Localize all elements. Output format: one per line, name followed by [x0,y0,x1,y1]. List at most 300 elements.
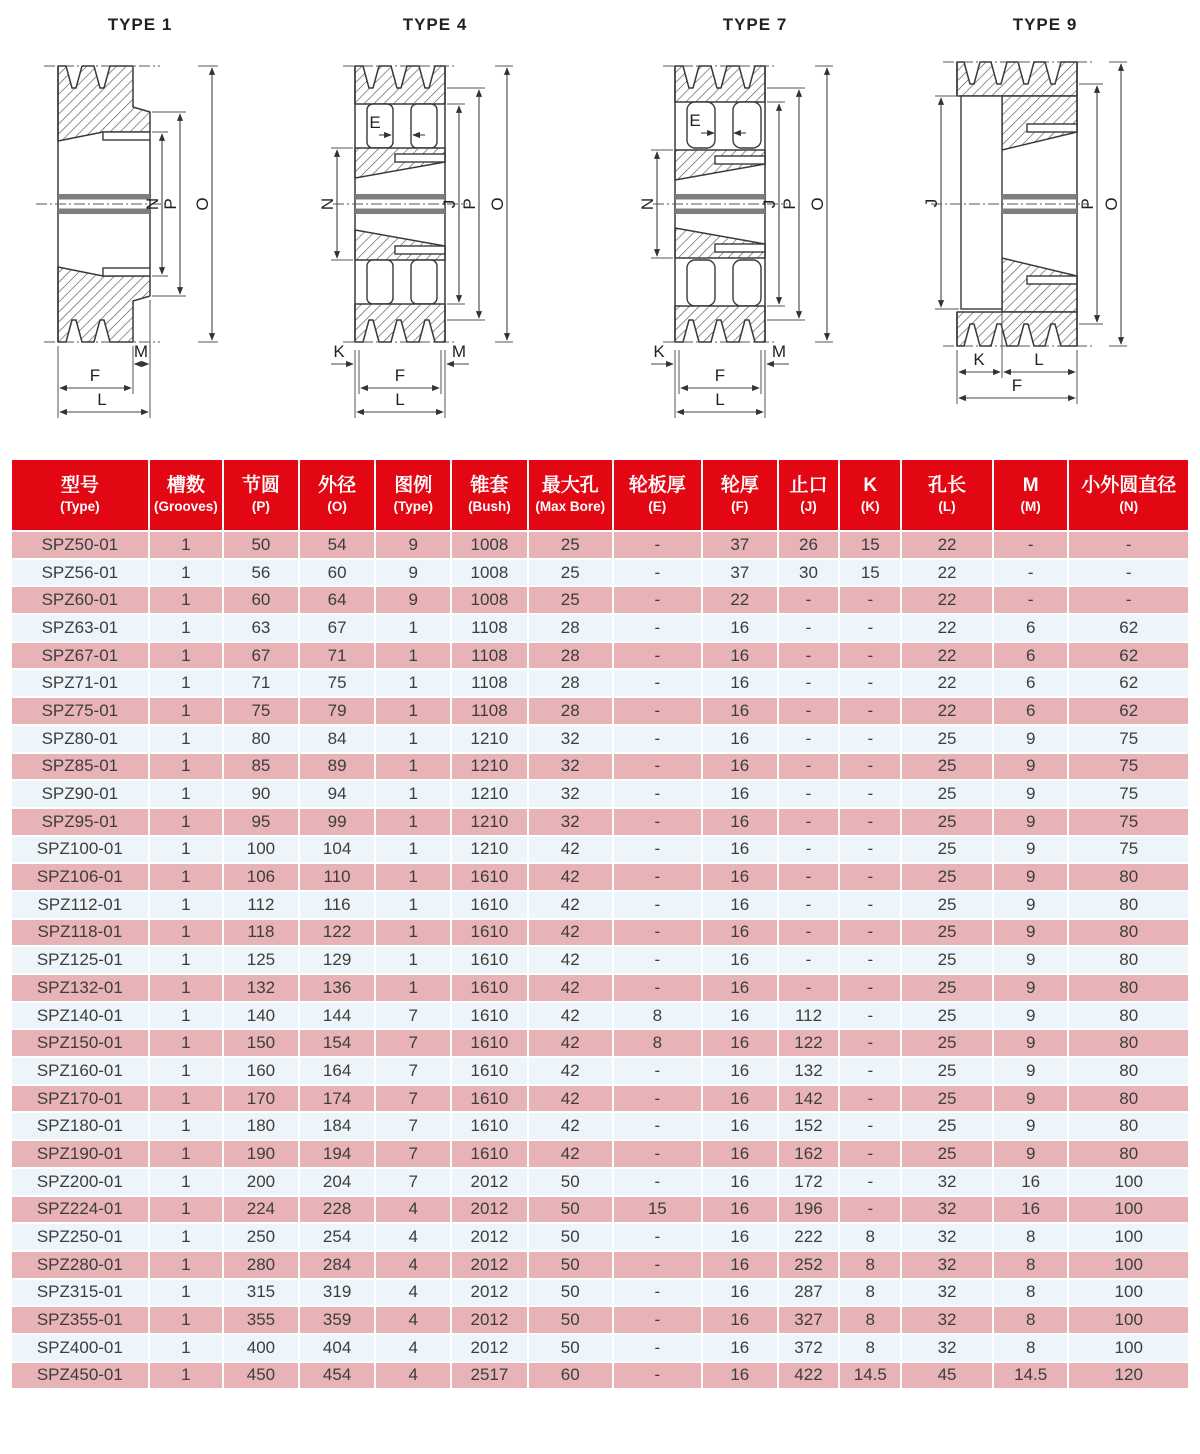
model-cell: SPZ67-01 [12,643,148,669]
value-cell: 14.5 [994,1363,1068,1389]
column-header [224,460,298,530]
value-cell: 1 [150,532,222,558]
bush-flange-top [715,156,765,164]
value-cell: 1 [150,1363,222,1389]
value-cell: 32 [902,1197,992,1223]
value-cell: 22 [902,587,992,613]
value-cell: 9 [994,1113,1068,1139]
value-cell: - [779,643,839,669]
value-cell: 16 [703,1335,777,1361]
dim-L [357,390,443,412]
value-cell: 1 [376,670,450,696]
value-cell: 94 [300,781,375,807]
model-cell: SPZ125-01 [12,947,148,973]
value-cell: 22 [902,670,992,696]
value-cell: 152 [779,1113,839,1139]
value-cell: 1 [150,560,222,586]
value-cell: 42 [529,837,612,863]
value-cell: 1 [150,1003,222,1029]
value-cell: 16 [703,947,777,973]
value-cell: 25 [902,892,992,918]
value-cell: 16 [703,754,777,780]
table-row [12,837,1188,863]
bore-line-top [675,194,765,200]
value-cell: - [614,1058,701,1084]
value-cell: 1 [376,892,450,918]
value-cell: 80 [1069,1030,1188,1056]
value-cell: 16 [703,1058,777,1084]
value-cell: - [840,1058,900,1084]
value-cell: 80 [1069,1058,1188,1084]
value-cell: - [840,1197,900,1223]
dim-O [1102,62,1127,346]
value-cell: 8 [614,1003,701,1029]
value-cell: - [614,532,701,558]
value-cell: 62 [1069,698,1188,724]
value-cell: 32 [902,1252,992,1278]
table-row [12,809,1188,835]
model-cell: SPZ150-01 [12,1030,148,1056]
value-cell: 16 [703,615,777,641]
value-cell: - [779,864,839,890]
column-header-en: (N) [1119,499,1139,515]
value-cell: - [840,809,900,835]
value-cell: 100 [1069,1335,1188,1361]
value-cell: - [614,698,701,724]
table-header [12,460,1188,530]
value-cell: 42 [529,1113,612,1139]
value-cell: 90 [224,781,298,807]
value-cell: 2012 [452,1280,527,1306]
value-cell: 1 [150,1141,222,1167]
value-cell: - [779,615,839,641]
value-cell: 319 [300,1280,375,1306]
value-cell: - [1069,560,1188,586]
value-cell: 60 [529,1363,612,1389]
dim-M [445,342,469,418]
value-cell: 25 [902,1030,992,1056]
value-cell: 42 [529,1058,612,1084]
value-cell: 16 [703,892,777,918]
value-cell: - [840,698,900,724]
value-cell: 32 [529,781,612,807]
value-cell: 2012 [452,1169,527,1195]
hub-section-top [675,150,765,180]
value-cell: 22 [902,643,992,669]
value-cell: 1210 [452,726,527,752]
value-cell: 8 [840,1252,900,1278]
value-cell: - [840,781,900,807]
value-cell: 162 [779,1141,839,1167]
value-cell: 252 [779,1252,839,1278]
value-cell: 42 [529,920,612,946]
value-cell: 63 [224,615,298,641]
value-cell: - [614,1363,701,1389]
value-cell: - [1069,532,1188,558]
value-cell: 287 [779,1280,839,1306]
dim-F [679,350,761,394]
value-cell: 32 [529,754,612,780]
bush-flange-top [103,132,150,140]
table-row [12,1003,1188,1029]
column-header [994,460,1068,530]
value-cell: 7 [376,1086,450,1112]
diagram-type-9 [905,4,1200,452]
value-cell: 16 [703,698,777,724]
table-row [12,1335,1188,1361]
value-cell: 1 [376,698,450,724]
column-header [840,460,900,530]
value-cell: - [840,947,900,973]
value-cell: 60 [300,560,375,586]
value-cell: 25 [902,809,992,835]
table-row [12,920,1188,946]
value-cell: 4 [376,1363,450,1389]
value-cell: 80 [1069,947,1188,973]
value-cell: 2012 [452,1197,527,1223]
value-cell: 224 [224,1197,298,1223]
dim-label-o: O [808,197,827,211]
value-cell: 62 [1069,670,1188,696]
value-cell: 172 [779,1169,839,1195]
value-cell: 71 [224,670,298,696]
dim-label-m: M [771,342,787,361]
bush-flange-top [395,154,445,162]
value-cell: 194 [300,1141,375,1167]
dim-label-k: K [333,342,345,361]
dim-L [677,390,763,412]
value-cell: 16 [703,1030,777,1056]
value-cell: 1 [150,892,222,918]
value-cell: - [840,920,900,946]
dim-label-f: F [89,366,101,385]
value-cell: 9 [376,532,450,558]
column-header [779,460,839,530]
value-cell: 16 [703,781,777,807]
column-header-en: (Bush) [468,499,511,515]
value-cell: 75 [300,670,375,696]
value-cell: 80 [1069,920,1188,946]
column-header [376,460,450,530]
dim-label-j: J [440,199,459,209]
value-cell: 25 [902,1141,992,1167]
value-cell: 1 [376,643,450,669]
dim-label-l: L [395,390,405,409]
value-cell: - [779,920,839,946]
spec-table-section [10,458,1190,1390]
table-row [12,698,1188,724]
value-cell: 22 [703,587,777,613]
value-cell: 16 [703,726,777,752]
value-cell: 1610 [452,947,527,973]
value-cell: 1 [150,1086,222,1112]
value-cell: - [840,1003,900,1029]
column-header-en: (L) [938,499,956,515]
diagram-title: TYPE 7 [722,15,788,34]
dim-label-m: M [451,342,467,361]
model-cell: SPZ85-01 [12,754,148,780]
column-header-zh: 型号 [60,475,99,497]
dim-M [133,300,150,418]
value-cell: 50 [529,1224,612,1250]
dim-label-f: F [394,366,406,385]
value-cell: 2012 [452,1307,527,1333]
value-cell: 50 [529,1197,612,1223]
value-cell: 1 [376,781,450,807]
value-cell: 50 [529,1335,612,1361]
value-cell: - [840,1169,900,1195]
model-cell: SPZ112-01 [12,892,148,918]
value-cell: - [614,1113,701,1139]
value-cell: 45 [902,1363,992,1389]
value-cell: 30 [779,560,839,586]
diagram-type-1 [0,4,300,452]
table-row [12,1224,1188,1250]
column-header-zh: 槽数 [166,475,205,497]
value-cell: 1 [150,1169,222,1195]
value-cell: 359 [300,1307,375,1333]
value-cell: 190 [224,1141,298,1167]
value-cell: 254 [300,1224,375,1250]
value-cell: 22 [902,698,992,724]
value-cell: 422 [779,1363,839,1389]
value-cell: - [614,1086,701,1112]
value-cell: - [840,615,900,641]
value-cell: 71 [300,643,375,669]
value-cell: 2012 [452,1252,527,1278]
value-cell: 1 [376,920,450,946]
value-cell: 7 [376,1030,450,1056]
table-row [12,726,1188,752]
column-header-en: (P) [251,499,270,515]
value-cell: 1008 [452,560,527,586]
value-cell: - [614,1141,701,1167]
value-cell: 1 [376,726,450,752]
value-cell: 1 [150,947,222,973]
value-cell: - [994,560,1068,586]
value-cell: 450 [224,1363,298,1389]
value-cell: 1108 [452,670,527,696]
value-cell: 80 [1069,1141,1188,1167]
value-cell: 32 [902,1224,992,1250]
value-cell: 16 [703,864,777,890]
value-cell: 32 [902,1169,992,1195]
model-cell: SPZ90-01 [12,781,148,807]
dim-label-o: O [488,197,507,211]
value-cell: 1 [376,837,450,863]
value-cell: - [614,615,701,641]
value-cell: - [614,864,701,890]
value-cell: 1108 [452,643,527,669]
value-cell: 1 [150,643,222,669]
column-header-zh: 最大孔 [541,475,599,497]
value-cell: - [840,892,900,918]
value-cell: - [614,1280,701,1306]
value-cell: 112 [224,892,298,918]
value-cell: 32 [529,726,612,752]
value-cell: 106 [224,864,298,890]
hub-section-bottom [675,228,765,258]
value-cell: 37 [703,532,777,558]
model-cell: SPZ280-01 [12,1252,148,1278]
column-header-en: (E) [648,499,667,515]
model-cell: SPZ450-01 [12,1363,148,1389]
value-cell: 8 [840,1335,900,1361]
value-cell: 95 [224,809,298,835]
value-cell: 42 [529,1003,612,1029]
value-cell: 104 [300,837,375,863]
value-cell: 32 [529,809,612,835]
value-cell: 6 [994,643,1068,669]
value-cell: 16 [994,1169,1068,1195]
value-cell: 25 [902,1058,992,1084]
value-cell: 1 [376,864,450,890]
model-cell: SPZ140-01 [12,1003,148,1029]
value-cell: 1610 [452,1058,527,1084]
value-cell: 125 [224,947,298,973]
value-cell: 132 [224,975,298,1001]
value-cell: - [614,754,701,780]
value-cell: 42 [529,975,612,1001]
value-cell: 28 [529,670,612,696]
value-cell: 2012 [452,1335,527,1361]
value-cell: 9 [994,1030,1068,1056]
column-header [614,460,701,530]
value-cell: - [614,1169,701,1195]
value-cell: 9 [994,1141,1068,1167]
value-cell: 100 [1069,1169,1188,1195]
value-cell: - [614,1307,701,1333]
bush-flange-bottom [715,244,765,252]
dim-label-j: J [760,199,779,209]
value-cell: 9 [994,754,1068,780]
value-cell: - [614,975,701,1001]
bore-line-top [355,194,445,200]
table-row [12,643,1188,669]
value-cell: 1210 [452,837,527,863]
dim-label-f: F [1011,376,1023,395]
value-cell: 15 [840,560,900,586]
value-cell: - [779,698,839,724]
table-row [12,670,1188,696]
value-cell: 50 [529,1169,612,1195]
value-cell: 16 [703,1086,777,1112]
value-cell: - [840,670,900,696]
value-cell: 16 [703,809,777,835]
column-header-en: (M) [1020,499,1041,515]
table-row [12,560,1188,586]
dim-label-l: L [715,390,725,409]
value-cell: 15 [840,532,900,558]
value-cell: - [614,1252,701,1278]
value-cell: - [779,754,839,780]
value-cell: 1610 [452,1113,527,1139]
value-cell: 4 [376,1197,450,1223]
value-cell: 22 [902,532,992,558]
value-cell: 1008 [452,532,527,558]
value-cell: 222 [779,1224,839,1250]
value-cell: 80 [1069,975,1188,1001]
table-row [12,532,1188,558]
dim-F [959,376,1075,398]
value-cell: 32 [902,1335,992,1361]
value-cell: - [840,1030,900,1056]
value-cell: - [840,726,900,752]
value-cell: 9 [994,975,1068,1001]
value-cell: 327 [779,1307,839,1333]
value-cell: 400 [224,1335,298,1361]
value-cell: 6 [994,670,1068,696]
value-cell: 170 [224,1086,298,1112]
value-cell: 250 [224,1224,298,1250]
value-cell: 4 [376,1335,450,1361]
value-cell: 1210 [452,754,527,780]
value-cell: 1610 [452,1086,527,1112]
value-cell: 67 [300,615,375,641]
column-header-en: (Max Bore) [535,499,606,515]
value-cell: 60 [224,587,298,613]
value-cell: 16 [703,1252,777,1278]
value-cell: 184 [300,1113,375,1139]
value-cell: 28 [529,698,612,724]
bush-flange-bottom [395,246,445,254]
value-cell: 80 [1069,892,1188,918]
value-cell: 7 [376,1003,450,1029]
table-row [12,975,1188,1001]
dim-F [58,346,131,418]
value-cell: 1 [150,975,222,1001]
value-cell: 1 [150,1058,222,1084]
value-cell: 32 [902,1307,992,1333]
hub-section-top [355,148,445,178]
value-cell: - [614,1224,701,1250]
dim-label-p: P [161,198,180,210]
dim-label-n: N [318,197,337,211]
dim-M [765,342,789,418]
value-cell: 154 [300,1030,375,1056]
value-cell: 284 [300,1252,375,1278]
value-cell: 16 [703,1224,777,1250]
rim-section-bottom [355,304,445,342]
value-cell: 1610 [452,1141,527,1167]
value-cell: 1610 [452,1030,527,1056]
column-header [529,460,612,530]
dim-label-l: L [97,390,107,409]
value-cell: 1 [150,837,222,863]
value-cell: 75 [224,698,298,724]
table-row [12,1307,1188,1333]
web-recess-left-bottom [687,260,715,306]
value-cell: - [840,587,900,613]
value-cell: 280 [224,1252,298,1278]
dim-label-o: O [193,197,212,211]
value-cell: 9 [376,560,450,586]
value-cell: - [779,670,839,696]
value-cell: 1 [150,1224,222,1250]
column-header-zh: 轮板厚 [628,475,686,497]
bore-line-bottom [1002,209,1077,215]
value-cell: - [840,1141,900,1167]
value-cell: 4 [376,1307,450,1333]
bore-line-top [1002,194,1077,200]
value-cell: - [840,975,900,1001]
value-cell: 4 [376,1224,450,1250]
value-cell: - [994,587,1068,613]
dim-label-p: P [460,198,479,210]
dim-label-n: N [143,197,162,211]
model-cell: SPZ106-01 [12,864,148,890]
value-cell: 75 [1069,754,1188,780]
